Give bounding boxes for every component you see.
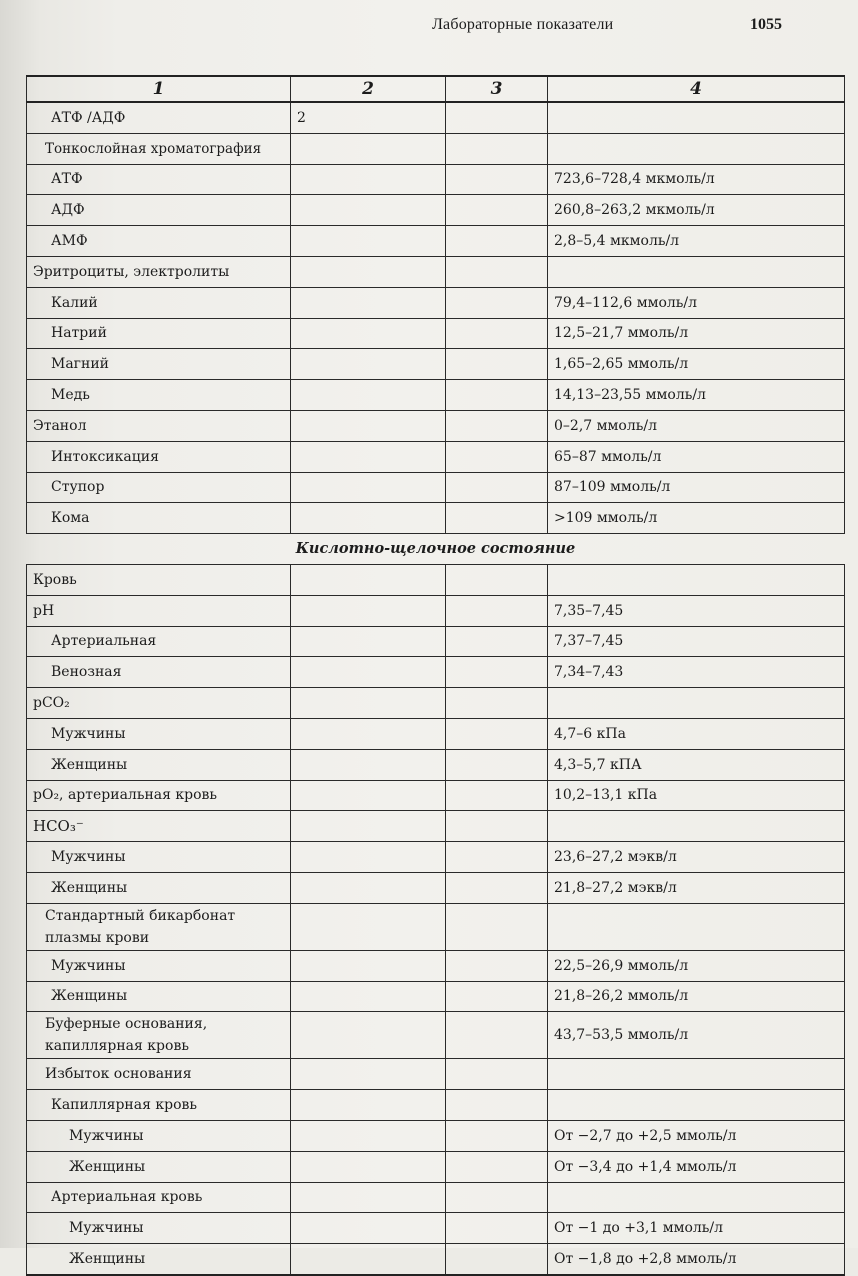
- cell-col3: [446, 872, 548, 903]
- cell-value: 1,65–2,65 ммоль/л: [548, 349, 845, 380]
- row-label: Мужчины: [27, 718, 291, 749]
- row-label: HCO₃⁻: [27, 811, 291, 842]
- table-row: [27, 318, 845, 349]
- table-row: [27, 102, 845, 133]
- cell-col3: [446, 256, 548, 287]
- cell-col3: [446, 811, 548, 842]
- cell-col2: [291, 380, 446, 411]
- row-label: Избыток основания: [27, 1059, 291, 1090]
- cell-value: 4,3–5,7 кПА: [548, 749, 845, 780]
- cell-col3: [446, 226, 548, 257]
- cell-value: [548, 1182, 845, 1213]
- cell-value: 2,8–5,4 мкмоль/л: [548, 226, 845, 257]
- cell-col2: [291, 981, 446, 1012]
- cell-col3: [446, 657, 548, 688]
- cell-value: 4,7–6 кПа: [548, 718, 845, 749]
- cell-col2: [291, 872, 446, 903]
- table-row: [27, 1120, 845, 1151]
- row-label: Венозная: [27, 657, 291, 688]
- cell-value: 7,35–7,45: [548, 595, 845, 626]
- cell-value: 7,37–7,45: [548, 626, 845, 657]
- cell-col3: [446, 318, 548, 349]
- cell-col2: [291, 503, 446, 534]
- table-row: [27, 133, 845, 164]
- cell-col2: [291, 903, 446, 950]
- table-row: [27, 842, 845, 873]
- cell-col2: [291, 226, 446, 257]
- cell-col2: [291, 1182, 446, 1213]
- running-head: [0, 12, 858, 42]
- cell-value: От −2,7 до +2,5 ммоль/л: [548, 1120, 845, 1151]
- cell-value: [548, 1059, 845, 1090]
- row-label: АДФ: [27, 195, 291, 226]
- cell-col3: [446, 688, 548, 719]
- row-label: Натрий: [27, 318, 291, 349]
- table-row: [27, 349, 845, 380]
- cell-value: 22,5–26,9 ммоль/л: [548, 950, 845, 981]
- cell-col2: [291, 164, 446, 195]
- cell-value: [548, 564, 845, 595]
- cell-col2: [291, 318, 446, 349]
- cell-col3: [446, 1151, 548, 1182]
- row-label: Буферные основания, капиллярная кровь: [27, 1012, 291, 1059]
- row-label: Эритроциты, электролиты: [27, 256, 291, 287]
- cell-value: [548, 811, 845, 842]
- table-row: [27, 1090, 845, 1121]
- row-label: Мужчины: [27, 950, 291, 981]
- table-row: [27, 441, 845, 472]
- table-row: [27, 749, 845, 780]
- cell-value: [548, 256, 845, 287]
- cell-value: 7,34–7,43: [548, 657, 845, 688]
- cell-value: 14,13–23,55 ммоль/л: [548, 380, 845, 411]
- cell-col2: [291, 564, 446, 595]
- cell-col2: [291, 780, 446, 811]
- cell-col3: [446, 133, 548, 164]
- cell-col2: 2: [291, 102, 446, 133]
- cell-col2: [291, 1012, 446, 1059]
- row-label: Женщины: [27, 1244, 291, 1275]
- row-label: Интоксикация: [27, 441, 291, 472]
- cell-col3: [446, 981, 548, 1012]
- table-row: [27, 718, 845, 749]
- table-row: [27, 595, 845, 626]
- cell-value: 87–109 ммоль/л: [548, 472, 845, 503]
- cell-col2: [291, 718, 446, 749]
- cell-col3: [446, 749, 548, 780]
- row-label: АТФ /АДФ: [27, 102, 291, 133]
- cell-value: 43,7–53,5 ммоль/л: [548, 1012, 845, 1059]
- cell-col3: [446, 564, 548, 595]
- page-number: 1055: [750, 16, 782, 33]
- row-label: pO₂, артериальная кровь: [27, 780, 291, 811]
- cell-col2: [291, 287, 446, 318]
- column-header-1: 1: [27, 76, 291, 102]
- row-label: АМФ: [27, 226, 291, 257]
- table-row: [27, 472, 845, 503]
- table-row: [27, 811, 845, 842]
- cell-col2: [291, 626, 446, 657]
- row-label: Магний: [27, 349, 291, 380]
- cell-value: 260,8–263,2 мкмоль/л: [548, 195, 845, 226]
- table-row: [27, 287, 845, 318]
- table-row: [27, 1151, 845, 1182]
- cell-col3: [446, 950, 548, 981]
- table-row: [27, 903, 845, 950]
- cell-value: 0–2,7 ммоль/л: [548, 410, 845, 441]
- row-label: Женщины: [27, 981, 291, 1012]
- row-label: Артериальная кровь: [27, 1182, 291, 1213]
- row-label: pCO₂: [27, 688, 291, 719]
- row-label: Мужчины: [27, 1213, 291, 1244]
- column-header-2: 2: [291, 76, 446, 102]
- cell-col3: [446, 626, 548, 657]
- cell-col2: [291, 950, 446, 981]
- section-title: Кислотно-щелочное состояние: [27, 534, 845, 565]
- row-label: Тонкослойная хроматография: [27, 133, 291, 164]
- cell-col3: [446, 102, 548, 133]
- cell-value: 65–87 ммоль/л: [548, 441, 845, 472]
- cell-col3: [446, 195, 548, 226]
- table-row: [27, 1244, 845, 1275]
- row-label: Кома: [27, 503, 291, 534]
- cell-col3: [446, 718, 548, 749]
- table-row: [27, 1182, 845, 1213]
- cell-value: 23,6–27,2 мэкв/л: [548, 842, 845, 873]
- cell-value: 21,8–27,2 мэкв/л: [548, 872, 845, 903]
- row-label: Женщины: [27, 1151, 291, 1182]
- cell-col3: [446, 472, 548, 503]
- table-row: [27, 195, 845, 226]
- cell-value: От −1 до +3,1 ммоль/л: [548, 1213, 845, 1244]
- section-row: [27, 534, 845, 565]
- cell-col2: [291, 811, 446, 842]
- table-row: [27, 503, 845, 534]
- cell-col2: [291, 1151, 446, 1182]
- cell-col2: [291, 410, 446, 441]
- cell-col2: [291, 1090, 446, 1121]
- cell-value: [548, 102, 845, 133]
- cell-col3: [446, 1090, 548, 1121]
- cell-value: 12,5–21,7 ммоль/л: [548, 318, 845, 349]
- cell-col2: [291, 472, 446, 503]
- cell-value: [548, 688, 845, 719]
- cell-col2: [291, 1244, 446, 1275]
- cell-col2: [291, 441, 446, 472]
- cell-value: [548, 1090, 845, 1121]
- column-header-4: 4: [548, 76, 845, 102]
- row-label: Ступор: [27, 472, 291, 503]
- table-row: [27, 950, 845, 981]
- cell-value: 79,4–112,6 ммоль/л: [548, 287, 845, 318]
- cell-value: 21,8–26,2 ммоль/л: [548, 981, 845, 1012]
- cell-col3: [446, 441, 548, 472]
- row-label: Стандартный бикарбонат плазмы крови: [27, 903, 291, 950]
- cell-col3: [446, 349, 548, 380]
- cell-col2: [291, 688, 446, 719]
- row-label: Мужчины: [27, 1120, 291, 1151]
- row-label: Женщины: [27, 749, 291, 780]
- row-label: Женщины: [27, 872, 291, 903]
- cell-col3: [446, 1182, 548, 1213]
- table-row: [27, 564, 845, 595]
- cell-value: 723,6–728,4 мкмоль/л: [548, 164, 845, 195]
- table-row: [27, 164, 845, 195]
- lab-values-table: [26, 75, 845, 1276]
- cell-col2: [291, 842, 446, 873]
- table-row: [27, 410, 845, 441]
- cell-col3: [446, 380, 548, 411]
- table-row: [27, 256, 845, 287]
- cell-value: [548, 133, 845, 164]
- table-row: [27, 226, 845, 257]
- table-row: [27, 780, 845, 811]
- cell-col2: [291, 1213, 446, 1244]
- cell-col3: [446, 1012, 548, 1059]
- cell-col3: [446, 164, 548, 195]
- column-header-3: 3: [446, 76, 548, 102]
- cell-col2: [291, 1059, 446, 1090]
- row-label: Этанол: [27, 410, 291, 441]
- cell-col3: [446, 1120, 548, 1151]
- row-label: АТФ: [27, 164, 291, 195]
- row-label: Медь: [27, 380, 291, 411]
- table-row: [27, 380, 845, 411]
- row-label: Капиллярная кровь: [27, 1090, 291, 1121]
- table-row: [27, 626, 845, 657]
- cell-value: [548, 903, 845, 950]
- cell-col2: [291, 256, 446, 287]
- cell-col3: [446, 780, 548, 811]
- table-row: [27, 872, 845, 903]
- row-label: Артериальная: [27, 626, 291, 657]
- cell-col2: [291, 349, 446, 380]
- cell-col2: [291, 1120, 446, 1151]
- row-label: Мужчины: [27, 842, 291, 873]
- cell-col2: [291, 657, 446, 688]
- cell-col2: [291, 195, 446, 226]
- cell-value: 10,2–13,1 кПа: [548, 780, 845, 811]
- table-header-row: [27, 76, 845, 102]
- cell-col3: [446, 1244, 548, 1275]
- cell-col3: [446, 903, 548, 950]
- table-row: [27, 657, 845, 688]
- cell-col3: [446, 503, 548, 534]
- cell-col3: [446, 410, 548, 441]
- row-label: Калий: [27, 287, 291, 318]
- cell-col3: [446, 1213, 548, 1244]
- table-row: [27, 1059, 845, 1090]
- table-row: [27, 981, 845, 1012]
- cell-col3: [446, 287, 548, 318]
- cell-value: От −3,4 до +1,4 ммоль/л: [548, 1151, 845, 1182]
- cell-col2: [291, 749, 446, 780]
- table-row: [27, 1012, 845, 1059]
- cell-col3: [446, 1059, 548, 1090]
- cell-col3: [446, 842, 548, 873]
- cell-col2: [291, 133, 446, 164]
- cell-col3: [446, 595, 548, 626]
- cell-value: От −1,8 до +2,8 ммоль/л: [548, 1244, 845, 1275]
- row-label: pH: [27, 595, 291, 626]
- running-title: Лабораторные показатели: [432, 16, 614, 33]
- cell-value: >109 ммоль/л: [548, 503, 845, 534]
- row-label: Кровь: [27, 564, 291, 595]
- table-row: [27, 688, 845, 719]
- table-row: [27, 1213, 845, 1244]
- cell-col2: [291, 595, 446, 626]
